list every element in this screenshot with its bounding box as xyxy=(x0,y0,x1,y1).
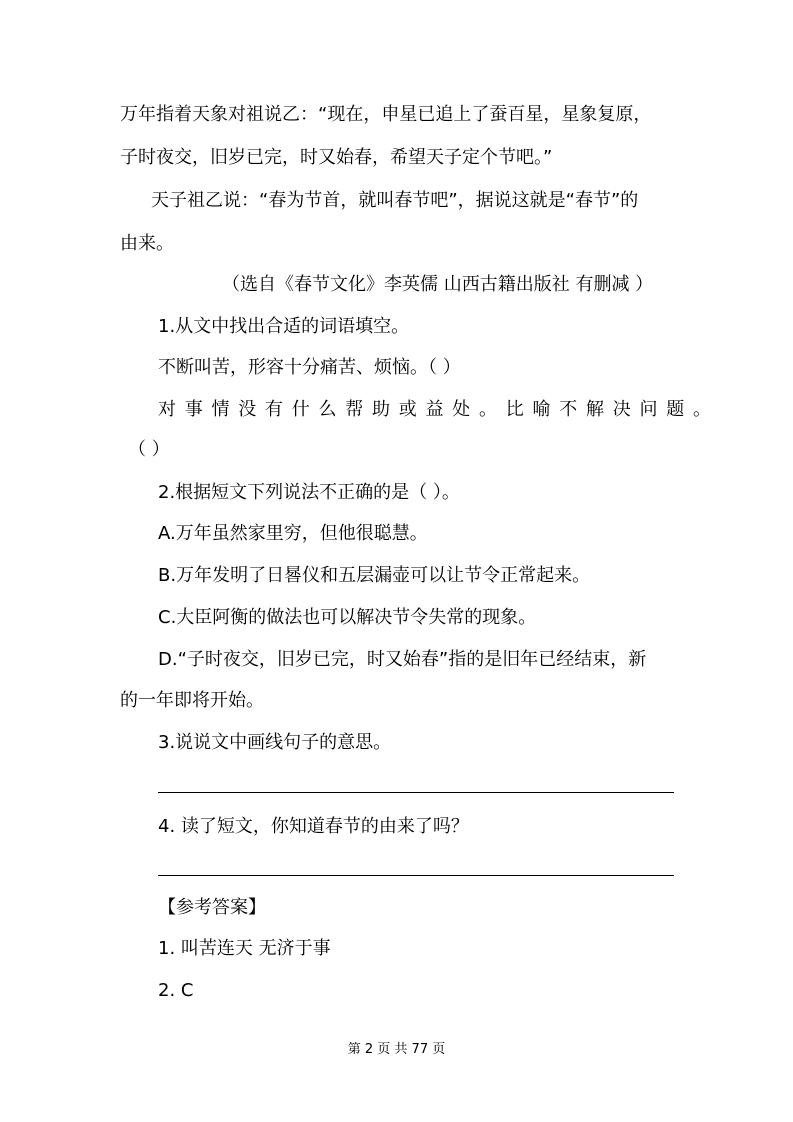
question-1-prompt: 1.从文中找出合适的词语填空。 xyxy=(158,316,410,337)
question-1-item-2-blank: （ ） xyxy=(128,439,170,460)
answer-2: 2. C xyxy=(158,980,194,1001)
question-2-option-d: D.“子时夜交，旧岁已完，时又始春”指的是旧年已经结束，新 xyxy=(158,649,647,670)
source-citation: （选自《春节文化》李英儒 山西古籍出版社 有删减 ） xyxy=(222,274,654,295)
question-2-option-c: C.大臣阿衡的做法也可以解决节令失常的现象。 xyxy=(158,607,537,628)
question-2-option-a: A.万年虽然家里穷，但他很聪慧。 xyxy=(158,523,428,544)
question-2-prompt: 2.根据短文下列说法不正确的是（ ）。 xyxy=(158,482,460,503)
answer-1: 1. 叫苦连天 无济于事 xyxy=(158,938,331,959)
question-2-option-b: B.万年发明了日晷仪和五层漏壶可以让节令正常起来。 xyxy=(158,565,591,586)
story-line-4: 由来。 xyxy=(120,233,174,254)
answer-line-3 xyxy=(158,792,674,793)
answers-heading: 【参考答案】 xyxy=(158,897,266,918)
question-1-item-2: 对事情没有什么帮助或益处。比喻不解决问题。 xyxy=(158,399,711,420)
story-line-1: 万年指着天象对祖说乙：“现在，申星已追上了蚕百星，星象复原， xyxy=(120,104,652,125)
story-line-3: 天子祖乙说：“春为节首，就叫春节吧”，据说这就是“春节”的 xyxy=(151,190,639,211)
question-3-prompt: 3.说说文中画线句子的意思。 xyxy=(158,732,392,753)
question-1-item-1: 不断叫苦，形容十分痛苦、烦恼。（ ） xyxy=(158,357,461,378)
story-line-2: 子时夜交，旧岁已完，时又始春，希望天子定个节吧。” xyxy=(120,147,553,168)
question-4-prompt: 4. 读了短文，你知道春节的由来了吗？ xyxy=(158,816,469,837)
answer-line-4 xyxy=(158,875,674,876)
page-footer: 第 2 页 共 77 页 xyxy=(347,1042,446,1057)
question-2-option-d-cont: 的一年即将开始。 xyxy=(120,690,264,711)
